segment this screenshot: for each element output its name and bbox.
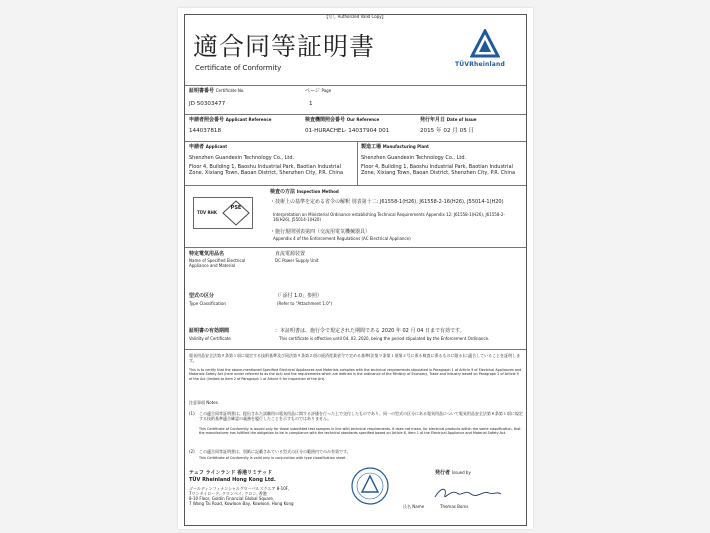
pse-diamond-icon <box>222 200 250 226</box>
validity-value-en: This certificate is effective until 04. 02. 2020, being the period stipulated by the Enforcement Ordinance. <box>279 336 490 341</box>
validity-label-en: Validity of Certificate <box>189 336 231 341</box>
inspection-line2-en: Appendix 4 of the Enforcement Regulations (AC Electrical Appliance) <box>273 236 411 241</box>
signer-name-label: 氏名 Name <box>403 504 425 509</box>
note1-en: This Certificate of Conformity is issued only for those submitted test samples in line with technical requirements. It does not mean, for electrical products within the same classification, that the manufacturer has fulfilled the obligation to be in compliance with the technical standards specified based on Article 8, item 1 of the Electrical Appliance and Material Safety Act. <box>199 427 521 436</box>
applicant-name: Shenzhen Guandexin Technology Co., Ltd. <box>189 155 295 161</box>
issuer-address-2: 7ワンタイロード, クワンベイ, クロン, 香港 <box>189 491 267 496</box>
product-label-en1: Name of Specified Electrical <box>189 258 246 263</box>
type-label: 型式の区分 <box>189 293 215 299</box>
certificate-sheet <box>178 8 533 529</box>
issuer-address-1: ゴールディンフィナンシャルグローバルスクエア 8-10F, <box>189 486 290 491</box>
brand-name: TÜVRheinland <box>455 61 505 68</box>
issuer-address-4: 7 Wang Tai Road, Kowloon Bay, Kowloon, Hong Kong <box>189 501 294 506</box>
applicant-label: 申請者 Applicant <box>189 144 228 150</box>
notes-label: 注意事項 Notes <box>189 400 218 405</box>
inspection-line1-en: Interpretation on Ministerial Ordinance establishing Technical Requirements Appendix 12: J61558-1(H26), J61558-2-16(H26), J55014-1(H20) <box>273 212 505 222</box>
issue-date-label: 発行年月日 Date of Issue <box>420 117 477 123</box>
plant-name: Shenzhen Guandexin Technology Co., Ltd. <box>361 155 467 161</box>
copy-note: 【写し Authorized Valid Copy】 <box>324 14 386 19</box>
our-ref-label: 検査機関照会番号 Our Reference <box>305 117 380 123</box>
applicant-address: Floor 4, Building 1, Baoshu Industrial Park, Baotian Industrial Zone, Xixiang Town, Baoan District, Shenzhen City, P.R. China <box>189 164 344 176</box>
note1-jp: この適合同等証明書は、提出された試験用の電気用品に関する評価を行った上で交付したものであり、同一の型式の区分にある電気用品について電気用品安全法第８条第１項に規定する技術基準適合確認の義務を履行したことを示すものではありません。 <box>199 411 523 421</box>
issuer-company-en: TÜV Rheinland Hong Kong Ltd. <box>189 477 276 483</box>
issuer-address-3: 8-10 Floor, Goldin Financial Global Square, <box>189 496 275 501</box>
plant-label: 製造工場 Manufacturing Plant <box>361 144 429 150</box>
note2-number: (2) <box>189 449 195 454</box>
official-seal-icon <box>350 465 390 507</box>
product-label-en2: Appliance and Material <box>189 263 236 268</box>
signature-icon <box>433 485 503 503</box>
certificate-frame <box>184 14 527 526</box>
type-label-en: Type Classification <box>189 301 226 306</box>
issue-date-value: 2015 年 02 月 05 日 <box>420 128 475 134</box>
validity-value-jp: ：本証明書は、施行令で規定された期間である 2020 年 02 月 04 日まで有効です。 <box>275 328 465 334</box>
product-value-en: DC Power Supply Unit <box>275 258 319 263</box>
cert-no-label: 証明書番号 Certificate No. <box>189 88 245 94</box>
inspection-line2: ・施行規則別表第四（交流用電気機械器具） <box>270 229 371 235</box>
cert-no-value: JD 50303477 <box>189 101 226 107</box>
title-en: Certificate of Conformity <box>195 64 282 72</box>
inspection-label: 検査の方法 Inspection Method <box>270 189 339 195</box>
statement-jp: 電気用品安全法第９条第１項に規定する技術基準及び同法第９条第２項の経済産業省令で定める基準(法第９条第１項第２号に係る検査に係るものに限る)に適合していることを証明します。 <box>189 353 521 363</box>
statement-en: This is to certify that the above-mentioned Specified Electrical Appliances and Materials complies with the technical requirements stipulated in Paragraph 1 of Article 9 of Electrical Appliances and Materials Safety Act (here under referred to as the Act) and the requirements which are defined in the ordinance of the Ministry of Economy, Trade and Industry based on Paragraph 2 of Article 9 of the Act (limited to item 2 of Paragraph 1 of Article 9 for inspection of the Art). <box>189 368 522 381</box>
issuer-company-jp: テュフ ラインランド 香港リミテッド <box>189 470 273 476</box>
note2-en: This Certificate of Conformity is valid only in conjunction with type classification sheet . <box>199 456 348 460</box>
page-label: ページ Page <box>305 88 332 94</box>
applicant-ref-value: 144037818 <box>189 128 222 134</box>
page-value: 1 <box>309 101 313 107</box>
type-value-en: (Refer to "Attachment 1.0") <box>277 301 333 306</box>
title-jp: 適合同等証明書 <box>193 32 376 61</box>
applicant-ref-label: 申請者照会番号 Applicant Reference <box>189 117 272 123</box>
product-label: 特定電気用品名 <box>189 251 225 257</box>
validity-label: 証明書の有効期間 <box>189 328 230 334</box>
tuv-pse-stamp: TÜV RHK PSE <box>193 197 253 229</box>
signer-name: Thomas Borns <box>440 504 469 509</box>
product-value-jp: 直流電源装置 <box>275 251 306 257</box>
tuv-logo-icon <box>470 29 500 59</box>
issued-by-label: 発行者 Issued by <box>435 470 471 476</box>
inspection-line1: ・技術上の基準を定める省令の解釈 別表第十二: J61558-1(H26), J61558-2-16(H26), J55014-1(H20) <box>270 199 504 205</box>
our-ref-value: 01-HURACHEL- 14037904 001 <box>305 128 390 134</box>
plant-address: Floor 4, Building 1, Baoshu Industrial Park, Baotian Industrial Zone, Xixiang Town, Baoan District, Shenzhen City, P.R. China <box>361 164 516 176</box>
note2-jp: この適合同等証明書は、別紙に記載されている型式の区分の範囲内でのみ有効です。 <box>199 449 351 454</box>
note1-number: (1) <box>189 411 195 416</box>
type-value-jp: （「添付 1.0」参照） <box>275 293 323 299</box>
